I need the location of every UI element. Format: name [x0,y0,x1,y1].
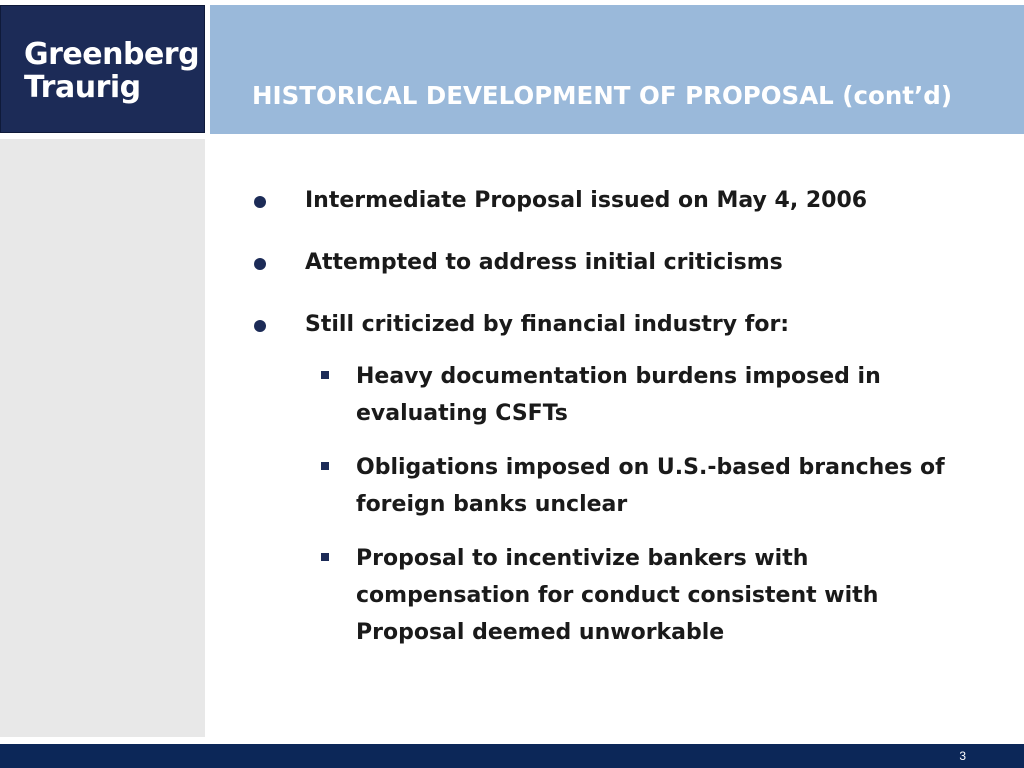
square-bullet-icon [321,371,329,379]
sub-bullet-text: Obligations imposed on U.S.-based branches of foreign banks unclear [356,455,945,517]
bullet-item [250,306,970,344]
footer-bar [0,744,1024,768]
logo-line-1: Greenberg [24,37,200,72]
logo-box [0,5,205,133]
sub-bullet-item [250,358,956,432]
bullet-item [250,244,970,282]
slide-title: HISTORICAL DEVELOPMENT OF PROPOSAL (cont’d) [252,81,953,110]
logo-line-2: Traurig [24,70,141,105]
bullet-dot-icon [254,320,266,332]
sub-bullet-item [250,540,956,651]
bullet-dot-icon [254,196,266,208]
sub-bullet-text: Heavy documentation burdens imposed in evaluating CSFTs [356,364,881,426]
page-number: 3 [959,749,966,763]
greenberg-traurig-logo [24,38,199,104]
left-panel [0,139,205,737]
title-bar [210,5,1024,134]
sub-bullet-text: Proposal to incentivize bankers with compensation for conduct consistent with Proposal deemed unworkable [356,546,879,645]
bullet-text: Attempted to address initial criticisms [305,250,783,275]
bullet-text: Intermediate Proposal issued on May 4, 2006 [305,188,868,213]
sub-bullet-item [250,449,956,523]
bullet-dot-icon [254,258,266,270]
sub-bullet-list [250,358,970,651]
bullet-text: Still criticized by financial industry for: [305,312,790,337]
bullet-item [250,182,970,220]
square-bullet-icon [321,462,329,470]
slide-content [250,182,970,668]
square-bullet-icon [321,553,329,561]
